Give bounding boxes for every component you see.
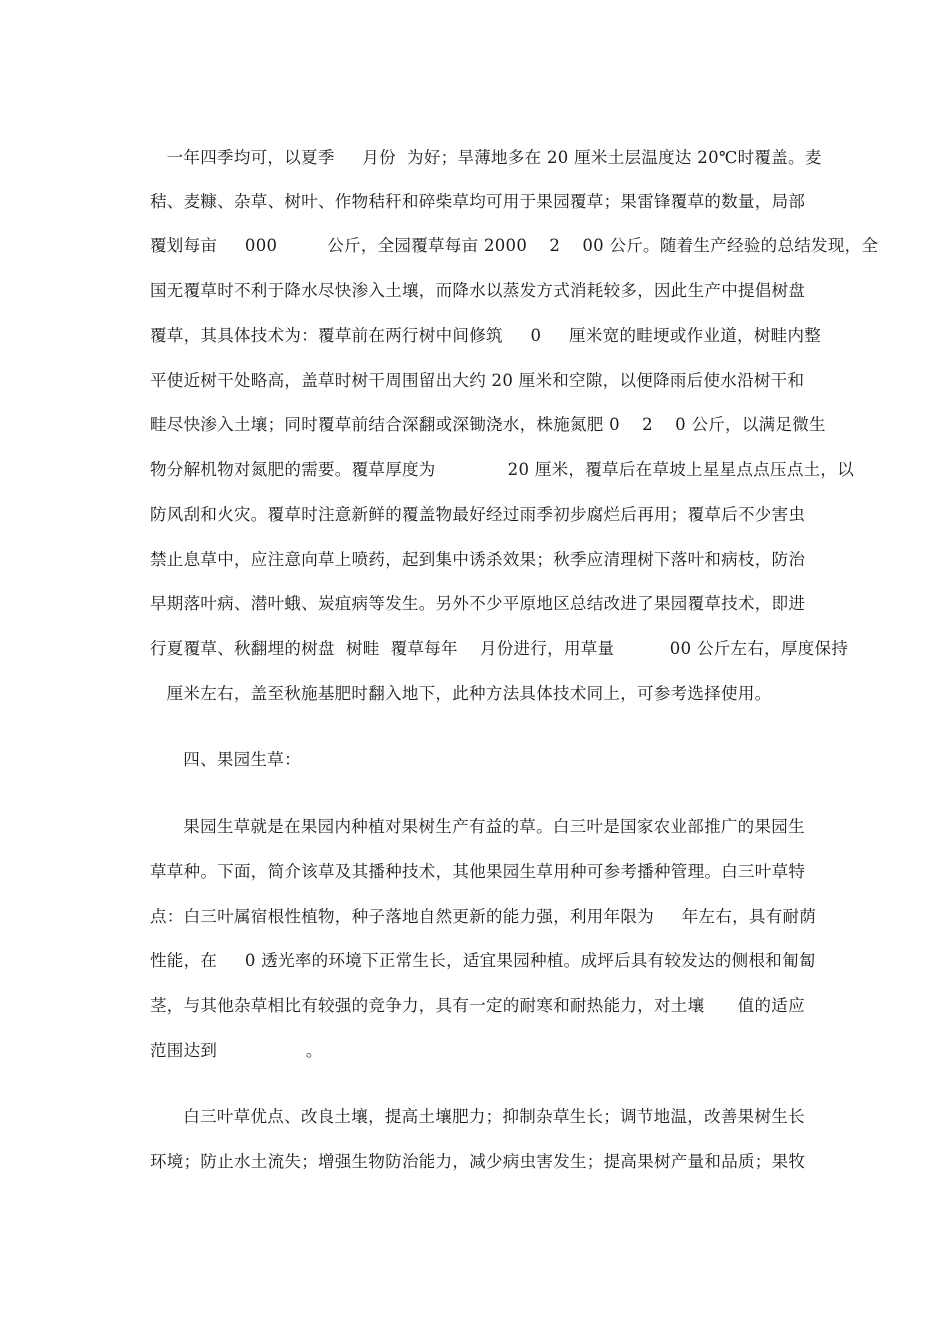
text-line: 茎，与其他杂草相比有较强的竞争力，具有一定的耐寒和耐热能力，对土壤 值的适应 [150,996,805,1015]
text-line: 点：白三叶属宿根性植物，种子落地自然更新的能力强，利用年限为 年左右，具有耐荫 [150,907,817,926]
text-line: 平使近树干处略高，盖草时树干周围留出大约 20 厘米和空隙，以便降雨后使水沿树干和 [150,371,805,390]
text-line: 国无覆草时不利于降水尽快渗入土壤，而降水以蒸发方式消耗较多，因此生产中提倡树盘 [150,281,806,300]
text-line: 防风刮和火灾。覆草时注意新鲜的覆盖物最好经过雨季初步腐烂后再用；覆草后不少害虫 [150,505,806,524]
text-line: 一年四季均可，以夏季 月份 为好；旱薄地多在 20 厘米土层温度达 20℃时覆盖。麦 [150,148,822,167]
text-line: 行夏覆草、秋翻埋的树盘 树畦 覆草每年 月份进行，用草量 00 公斤左右，厚度保持 [150,639,849,658]
text-line: 覆划每亩 000 公斤，全园覆草每亩 2000 2 00 公斤。随着生产经验的总结发现，全 [150,236,879,255]
text-line: 物分解机物对氮肥的需要。覆草厚度为 20 厘米，覆草后在草坡上星星点点压点土，以 [150,460,855,479]
text-line: 环境；防止水土流失；增强生物防治能力，减少病虫害发生；提高果树产量和品质；果牧 [150,1152,806,1171]
text-line: 秸、麦糠、杂草、树叶、作物秸秆和碎柴草均可用于果园覆草；果雷锋覆草的数量，局部 [150,192,806,211]
text-line: 范围达到 。 [150,1041,323,1060]
text-line: 果园生草就是在果园内种植对果树生产有益的草。白三叶是国家农业部推广的果园生 [150,817,805,836]
text-line: 厘米左右，盖至秋施基肥时翻入地下，此种方法具体技术同上，可参考选择使用。 [150,684,772,703]
text-line: 禁止息草中，应注意向草上喷药，起到集中诱杀效果；秋季应清理树下落叶和病枝，防治 [150,550,806,569]
text-line: 性能，在 0 透光率的环境下正常生长，适宜果园种植。成坪后具有较发达的侧根和匍匐 [150,951,816,970]
text-line: 白三叶草优点、改良土壤，提高土壤肥力；抑制杂草生长；调节地温，改善果树生长 [150,1107,805,1126]
text-line: 覆草，其具体技术为：覆草前在两行树中间修筑 0 厘米宽的畦埂或作业道，树畦内整 [150,326,822,345]
text-line: 早期落叶病、潜叶蛾、炭疽病等发生。另外不少平原地区总结改进了果园覆草技术，即进 [150,594,806,613]
section-heading: 四、果园生草： [150,750,301,769]
text-line: 畦尽快渗入土壤；同时覆草前结合深翻或深锄浇水，株施氮肥 0 2 0 公斤，以满足微生 [150,415,826,434]
text-line: 草草种。下面，简介该草及其播种技术，其他果园生草用种可参考播种管理。白三叶草特 [150,862,806,881]
